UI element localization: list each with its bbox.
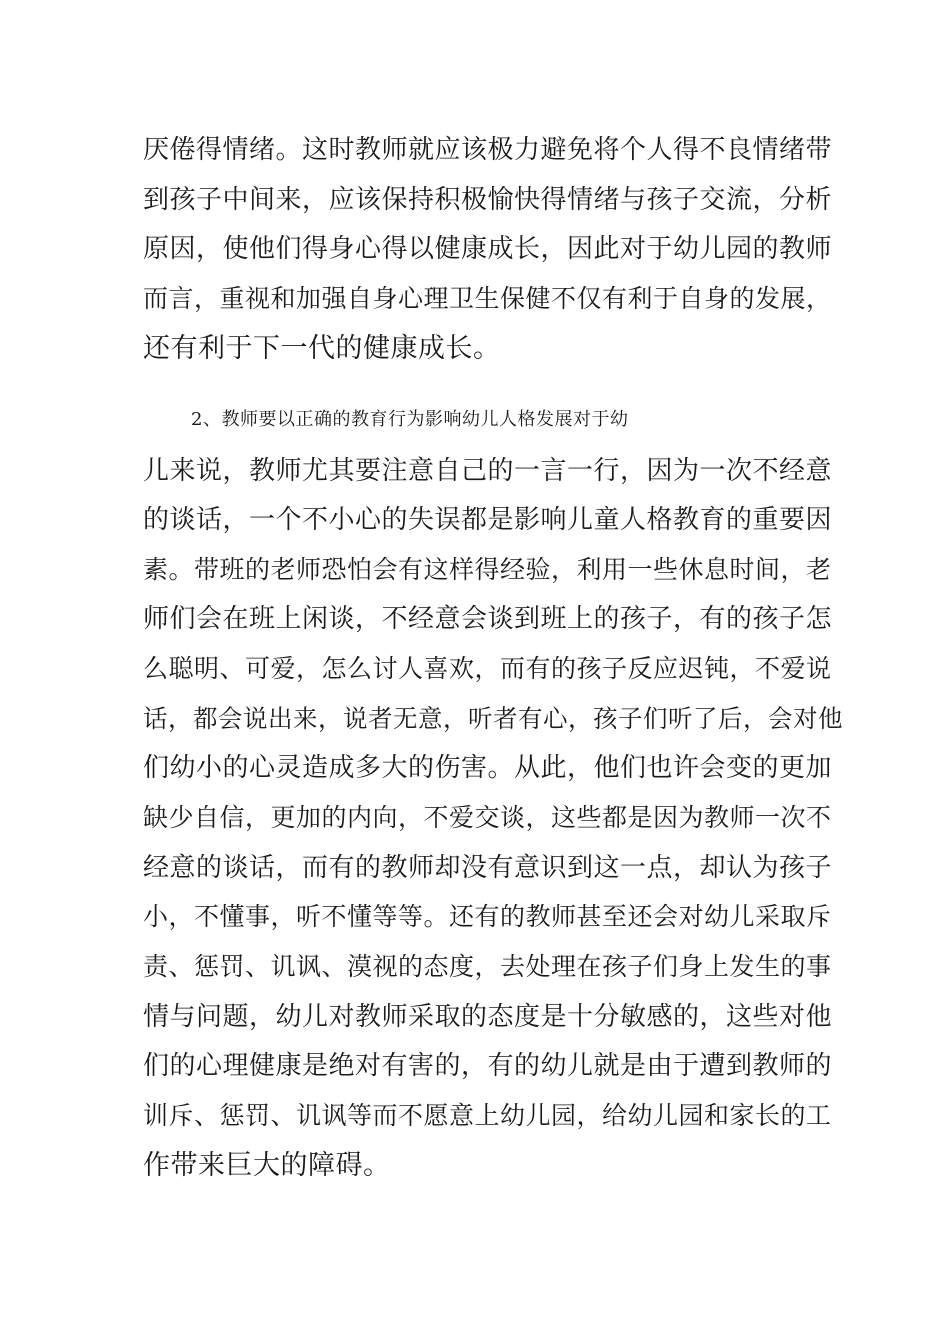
text-line: 儿来说，教师尤其要注意自己的一言一行，因为一次不经意: [143, 456, 833, 486]
text-line: 素。带班的老师恐怕会有这样得经验，利用一些休息时间，老: [143, 555, 832, 584]
text-line: 还有利于下一代的健康成长。: [143, 333, 501, 364]
text-line: 厌倦得情绪。这时教师就应该极力避免将个人得不良情绪带: [143, 135, 833, 165]
text-line: 训斥、惩罚、讥讽等而不愿意上幼儿园，给幼儿园和家长的工: [143, 1101, 832, 1130]
text-line: 2、教师要以正确的教育行为影响幼儿人格发展对于幼: [191, 409, 629, 430]
text-line: 的谈话，一个不小心的失误都是影响儿童人格教育的重要因: [143, 505, 833, 535]
text-line: 么聪明、可爱，怎么讨人喜欢，而有的孩子反应迟钝，不爱说: [143, 654, 832, 683]
text-line: 师们会在班上闲谈，不经意会谈到班上的孩子，有的孩子怎: [143, 604, 833, 634]
text-line: 责、惩罚、讥讽、漠视的态度，去处理在孩子们身上发生的事: [143, 952, 832, 981]
text-line: 缺少自信，更加的内向，不爱交谈，这些都是因为教师一次不: [143, 803, 832, 832]
text-line: 们幼小的心灵造成多大的伤害。从此，他们也许会变的更加: [143, 753, 833, 783]
text-line: 话，都会说出来，说者无意，听者有心，孩子们听了后，会对他: [143, 704, 843, 733]
text-line: 原因，使他们得身心得以健康成长，因此对于幼儿园的教师: [143, 234, 833, 264]
text-line: 作带来巨大的障碍。: [143, 1150, 391, 1181]
text-line: 们的心理健康是绝对有害的，有的幼儿就是由于遭到教师的: [143, 1051, 833, 1081]
text-line: 到孩子中间来，应该保持积极愉快得情绪与孩子交流，分析: [143, 185, 833, 215]
text-line: 情与问题，幼儿对教师采取的态度是十分敏感的，这些对他: [143, 1002, 833, 1032]
text-line: 经意的谈话，而有的教师却没有意识到这一点，却认为孩子: [143, 853, 833, 883]
text-line: 而言，重视和加强自身心理卫生保健不仅有利于自身的发展，: [143, 284, 832, 313]
text-line: 小，不懂事，听不懂等等。还有的教师甚至还会对幼儿采取斥: [143, 902, 832, 931]
